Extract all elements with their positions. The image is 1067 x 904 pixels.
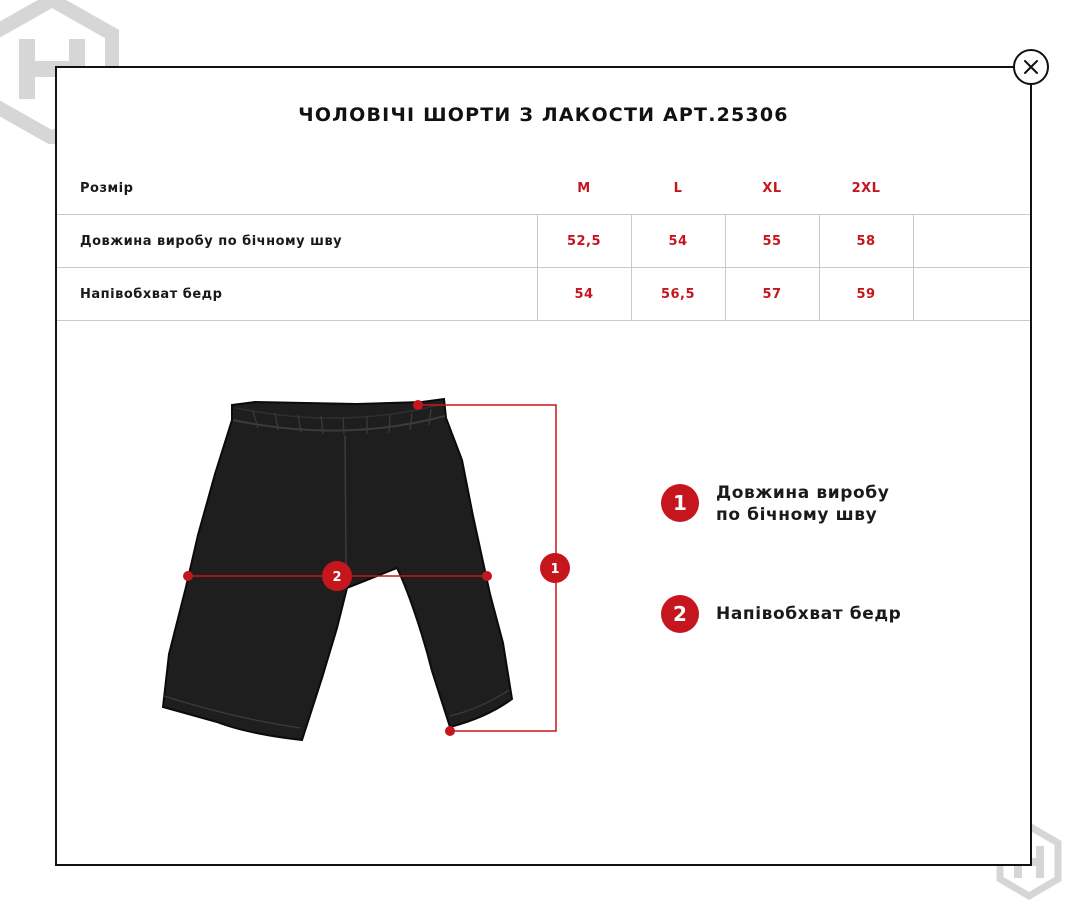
legend-number: 2 [661,595,699,633]
length-marker-label: 1 [550,562,560,577]
size-header-label: Розмір [80,180,134,196]
table-row [57,268,1030,321]
table-cell: 58 [819,215,913,268]
legend-number: 1 [661,484,699,522]
table-row [57,215,1030,268]
table-cell: 54 [631,215,725,268]
close-button[interactable] [1013,49,1049,85]
shorts-diagram [157,388,577,758]
modal-title: ЧОЛОВІЧІ ШОРТИ З ЛАКОСТИ АРТ.25306 [298,104,789,126]
table-cell: 54 [537,268,631,321]
size-header-cell: 2XL [851,180,881,196]
measure-point [413,400,423,410]
table-cell: 59 [819,268,913,321]
hip-marker-label: 2 [332,570,342,585]
legend-text: Напівобхват бедр [716,604,902,624]
row-label: Довжина виробу по бічному шву [57,215,537,268]
close-icon [1023,59,1039,75]
empty-cell [913,215,1030,268]
legend-item-hip [661,595,901,633]
measure-point [482,571,492,581]
size-table [57,162,1030,321]
size-header-row [57,162,1030,215]
legend-item-length [661,484,916,526]
size-header-cell: XL [762,180,782,196]
size-header-cell: L [673,180,683,196]
size-chart-modal [55,66,1032,866]
measure-point [445,726,455,736]
table-cell: 52,5 [537,215,631,268]
table-cell: 56,5 [631,268,725,321]
row-label: Напівобхват бедр [57,268,537,321]
empty-cell [913,268,1030,321]
table-cell: 55 [725,215,819,268]
size-header-cell: M [577,180,591,196]
legend-text: Довжина виробу по бічному шву [716,483,890,525]
measure-point [183,571,193,581]
empty-cell [913,162,1030,215]
table-cell: 57 [725,268,819,321]
